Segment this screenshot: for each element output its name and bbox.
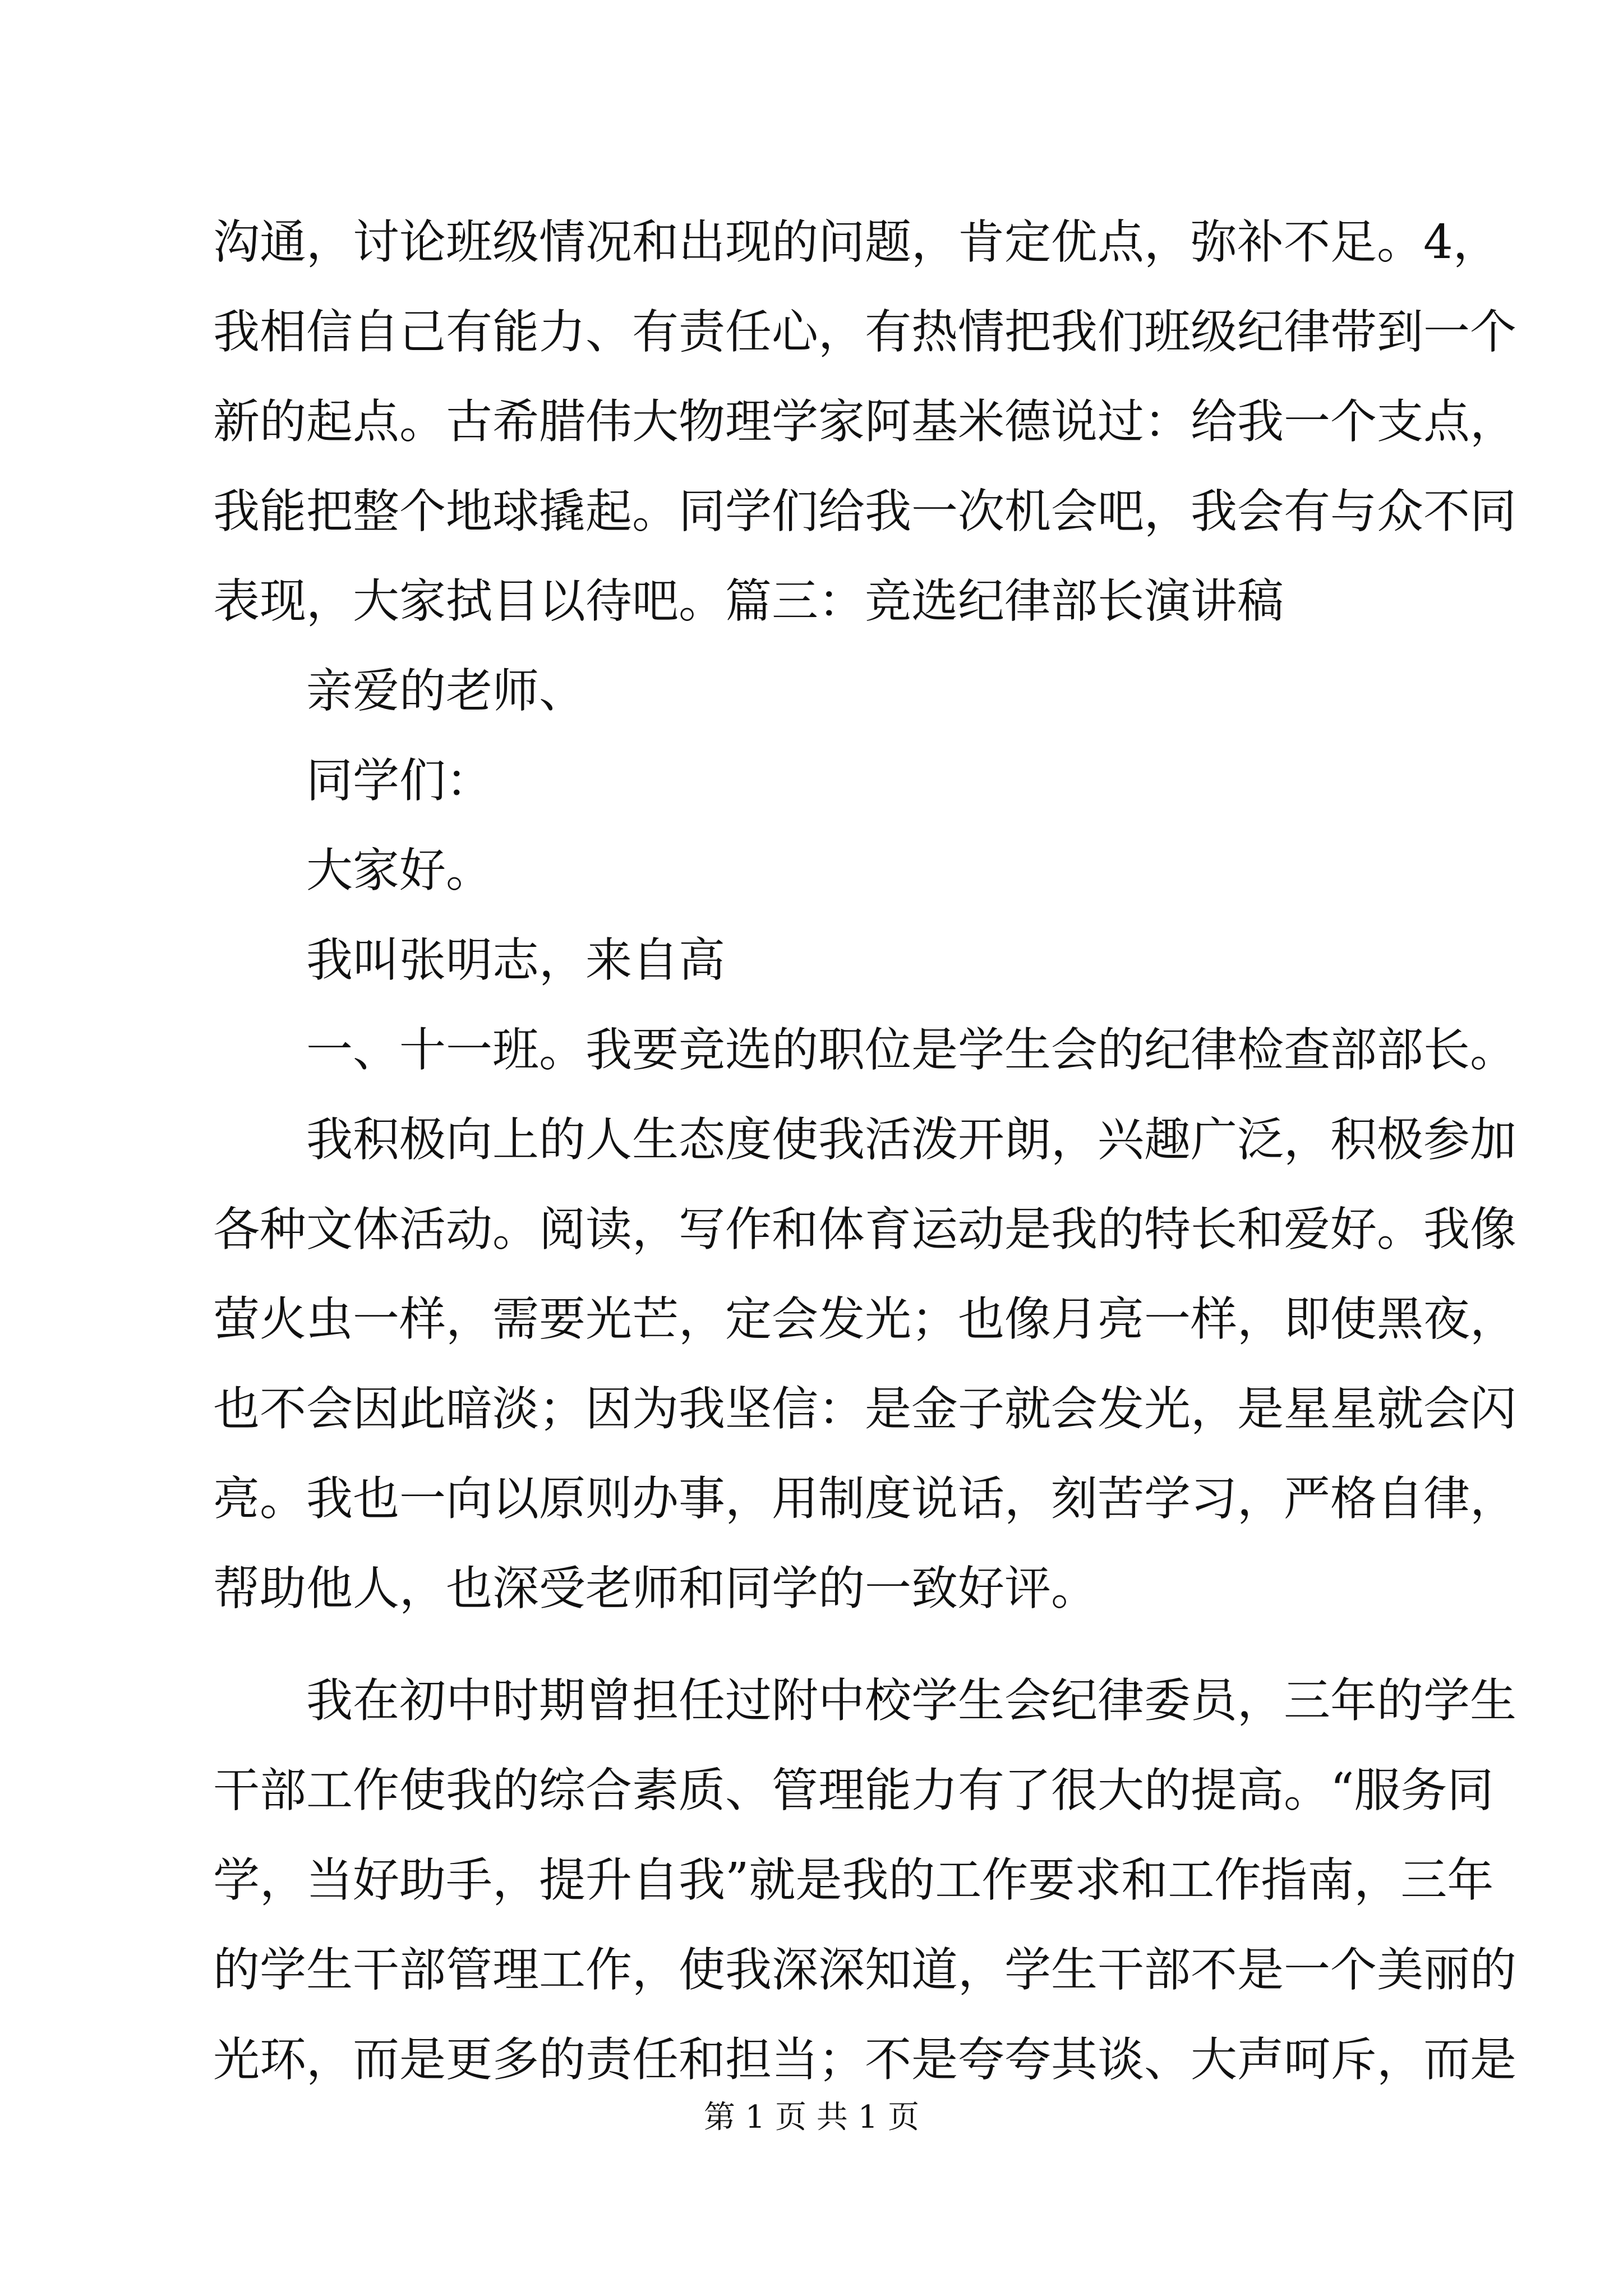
text-line: 也不会因此暗淡；因为我坚信：是金子就会发光，是星星就会闪 xyxy=(213,1382,1516,1436)
text-line: 我相信自己有能力、有责任心，有热情把我们班级纪律带到一个 xyxy=(213,305,1516,359)
paragraph-gap xyxy=(213,1634,1424,1656)
text-line: 光环，而是更多的责任和担当；不是夸夸其谈、大声呵斥，而是 xyxy=(213,2032,1516,2087)
paragraph-start-line: 我在初中时期曾担任过附中校学生会纪律委员，三年的学生 xyxy=(306,1673,1516,1728)
page-footer xyxy=(0,2095,1623,2140)
page-number: 第 1 页 共 1 页 xyxy=(703,2099,920,2136)
text-line: 的学生干部管理工作，使我深深知道，学生干部不是一个美丽的 xyxy=(213,1943,1516,1997)
text-line: 沟通，讨论班级情况和出现的问题，肯定优点，弥补不足。4， xyxy=(213,215,1500,269)
salutation-line: 亲爱的老师、 xyxy=(306,664,585,718)
text-line: 新的起点。古希腊伟大物理学家阿基米德说过：给我一个支点， xyxy=(213,394,1516,449)
text-line: 各种文体活动。阅读，写作和体育运动是我的特长和爱好。我像 xyxy=(213,1202,1516,1257)
text-line: 学，当好助手，提升自我”就是我的工作要求和工作指南，三年 xyxy=(213,1853,1494,1907)
text-line: 我能把整个地球撬起。同学们给我一次机会吧，我会有与众不同 xyxy=(213,484,1516,539)
text-line: 萤火虫一样，需要光芒，定会发光；也像月亮一样，即使黑夜， xyxy=(213,1292,1516,1346)
text-line: 我叫张明志，来自高 xyxy=(306,933,725,987)
text-line: 干部工作使我的综合素质、管理能力有了很大的提高。“服务同 xyxy=(213,1763,1494,1818)
text-line: 帮助他人，也深受老师和同学的一致好评。 xyxy=(213,1561,1098,1616)
salutation-line: 同学们： xyxy=(306,753,492,808)
text-line: 亮。我也一向以原则办事，用制度说话，刻苦学习，严格自律， xyxy=(213,1471,1516,1526)
greeting-line: 大家好。 xyxy=(306,843,492,898)
text-line: 一、十一班。我要竞选的职位是学生会的纪律检查部部长。 xyxy=(306,1023,1516,1077)
document-body xyxy=(213,197,1516,2105)
text-line: 表现，大家拭目以待吧。篇三：竞选纪律部长演讲稿 xyxy=(213,574,1284,628)
paragraph-start-line: 我积极向上的人生态度使我活泼开朗，兴趣广泛，积极参加 xyxy=(306,1112,1516,1167)
